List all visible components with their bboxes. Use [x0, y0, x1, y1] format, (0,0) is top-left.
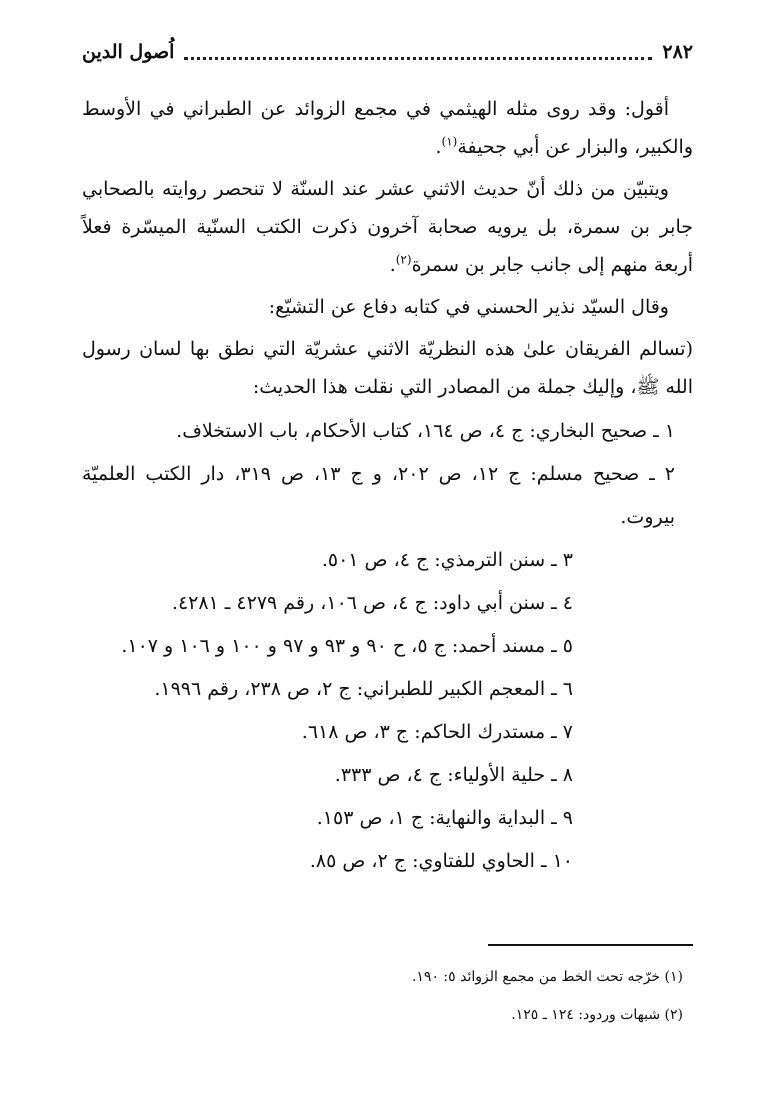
paragraph-1-text: أقول: وقد روى مثله الهيثمي في مجمع الزوائد عن الطبراني في الأوسط والكبير، والبزار عن أبي جحيفة: [82, 98, 693, 158]
page-body: [82, 90, 693, 883]
source-item-2: ٢ ـ صحيح مسلم: ج ١٢، ص ٢٠٢، و ج ١٣، ص ٣١٩، دار الكتب العلميّة بيروت.: [82, 463, 676, 528]
footnotes: [82, 958, 683, 1034]
source-item-8: ٨ ـ حلية الأولياء: ج ٤، ص ٣٣٣.: [334, 764, 573, 786]
page-header: [82, 36, 693, 68]
page-number: ٢٨٢: [662, 41, 693, 63]
paragraph-4: [82, 330, 693, 406]
source-item-5: ٥ ـ مسند أحمد: ج ٥، ح ٩٠ و ٩٣ و ٩٧ و ١٠٠ و ١٠٦ و ١٠٧.: [121, 635, 573, 657]
source-item-6: ٦ ـ المعجم الكبير للطبراني: ج ٢، ص ٢٣٨، رقم ١٩٩٦.: [154, 678, 573, 700]
source-item-7: ٧ ـ مستدرك الحاكم: ج ٣، ص ٦١٨.: [301, 721, 573, 743]
paragraph-4-text: (تسالم الفريقان علىٰ هذه النظريّة الاثني عشريّة التي نطق بها لسان رسول الله ﷺ، وإليك جملة من المصادر التي نقلت هذا الحديث:: [82, 338, 693, 398]
footnote-ref-2[interactable]: (٢): [395, 252, 412, 267]
source-item-4: ٤ ـ سنن أبي داود: ج ٤، ص ١٠٦، رقم ٤٢٧٩ ـ ٤٢٨١.: [171, 592, 573, 614]
paragraph-1: [82, 90, 693, 166]
paragraph-2-text: ويتبيّن من ذلك أنّ حديث الاثني عشر عند السنّة لا تنحصر روايته بالصحابي جابر بن سمرة، بل يرويه صحابة آخرون ذكرت الكتب السنّية الميسّرة فعلاً أربعة منهم إلى جانب جابر بن سمرة: [82, 178, 693, 276]
paragraph-1-tail: .: [435, 136, 442, 158]
source-item-3: ٣ ـ سنن الترمذي: ج ٤، ص ٥٠١.: [321, 549, 573, 571]
source-item-10: ١٠ ـ الحاوي للفتاوي: ج ٢، ص ٨٥.: [309, 850, 573, 872]
header-dot-leader: [184, 53, 652, 60]
source-item-1: ١ ـ صحيح البخاري: ج ٤، ص ١٦٤، كتاب الأحكام، باب الاستخلاف.: [176, 420, 675, 442]
footnote-2: (٢) شبهات وردود: ١٢٤ ـ ١٢٥.: [511, 1007, 683, 1023]
running-title: اُصول الدين: [82, 41, 175, 63]
paragraph-3-text: وقال السيّد نذير الحسني في كتابه دفاع عن التشيّع:: [268, 296, 669, 318]
paragraph-2: [82, 170, 693, 284]
footnote-ref-1[interactable]: (١): [441, 134, 458, 149]
source-item-9: ٩ ـ البداية والنهاية: ج ١، ص ١٥٣.: [316, 807, 573, 829]
paragraph-2-tail: .: [389, 254, 396, 276]
footnote-divider: [488, 944, 693, 946]
paragraph-3: [82, 288, 693, 326]
footnote-1: (١) خرّجه تحت الخط من مجمع الزوائد ٥: ١٩٠.: [411, 969, 683, 985]
